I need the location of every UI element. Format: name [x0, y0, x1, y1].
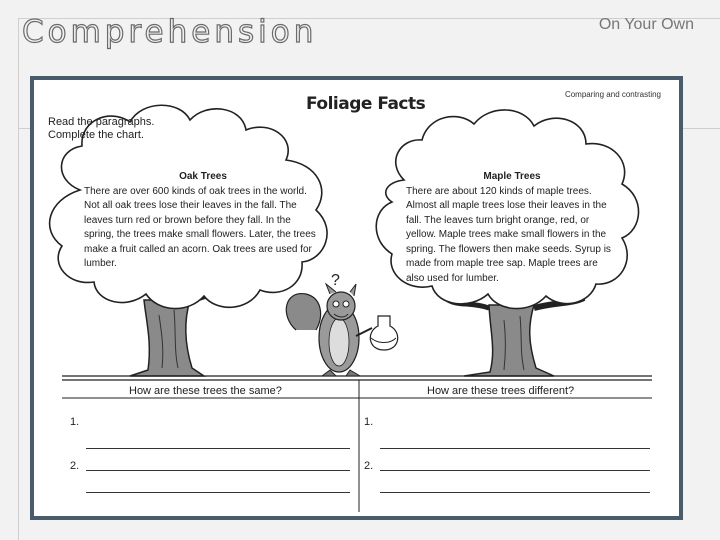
same-item-number: 1. [70, 416, 80, 428]
maple-body: There are about 120 kinds of maple trees. Almost all maple trees lose their leaves in the fall. The leaves turn bright orange, red, or yellow. Maple trees make small flowers in the spring. The flowers then make seeds. Syrup is made from maple tree sap. Maple trees are also used for lumber. [406, 185, 611, 284]
worksheet-title: Foliage Facts [306, 94, 426, 114]
same-item-number: 2. [70, 460, 80, 472]
frame-line [18, 18, 19, 540]
different-column-heading: How are these trees different? [427, 385, 575, 397]
squirrel-illustration [286, 284, 397, 376]
instructions [48, 116, 198, 142]
different-answer-line[interactable] [380, 448, 650, 449]
oak-heading: Oak Trees [179, 171, 227, 182]
same-answer-line[interactable] [86, 448, 350, 449]
worksheet [30, 76, 683, 520]
same-column-heading: How are these trees the same? [129, 385, 282, 397]
maple-trunk [464, 305, 554, 376]
different-answer-line[interactable] [380, 492, 650, 493]
same-answer-line[interactable] [86, 492, 350, 493]
worksheet-skill-tag: Comparing and contrasting [564, 90, 661, 99]
maple-heading: Maple Trees [483, 171, 541, 182]
question-mark: ? [331, 272, 340, 289]
section-label: On Your Own [598, 16, 694, 33]
same-answer-line[interactable] [86, 470, 350, 471]
oak-body: There are over 600 kinds of oak trees in the world. Not all oak trees lose their leaves in the fall. The leaves turn red or brown before they fall. In the spring, the trees make small flowers. Later, the trees make a fruit called an acorn. Oak trees are used for lumber. [84, 185, 316, 269]
maple-paragraph [406, 170, 618, 286]
worksheet-illustration [34, 80, 679, 516]
different-item-number: 2. [364, 460, 374, 472]
different-item-number: 1. [364, 416, 374, 428]
slide-title: Comprehension [22, 14, 318, 50]
different-answer-line[interactable] [380, 470, 650, 471]
instruction-line: Complete the chart. [48, 129, 144, 141]
instruction-line: Read the paragraphs. [48, 116, 155, 128]
oak-paragraph [84, 170, 322, 272]
oak-trunk [130, 300, 204, 376]
